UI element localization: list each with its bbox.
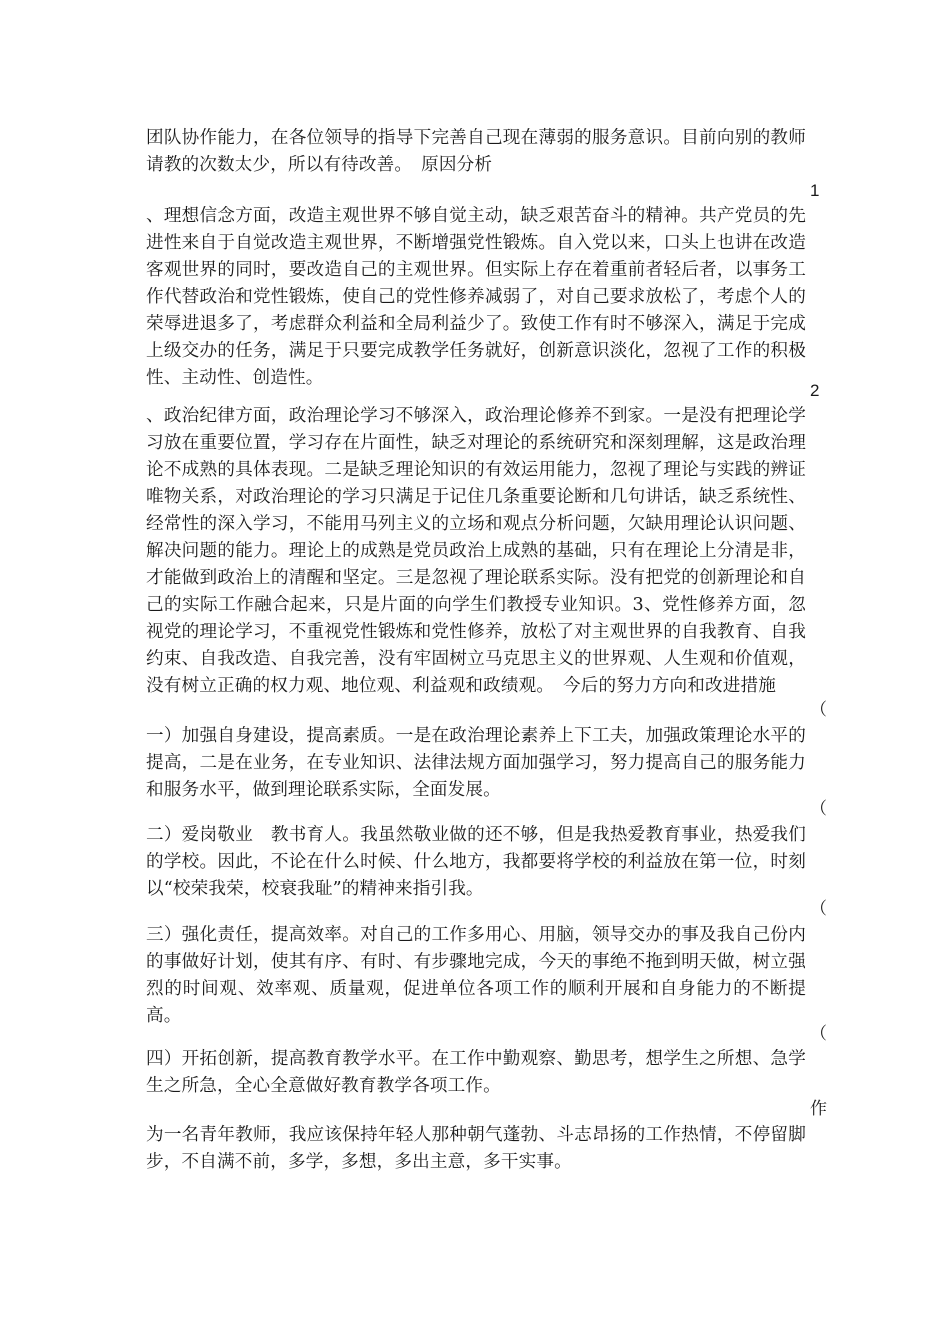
paragraph-measure-2: 二）爱岗敬业 教书育人。我虽然敬业做的还不够，但是我热爱教育事业，热爱我们的学校。因此，不论在什么时候、什么地方，我都要将学校的利益放在第一位，时刻以“校荣我荣，校衰我耻”的精神来指引我。 <box>146 825 806 899</box>
paragraph-measure-1: 一）加强自身建设，提高素质。一是在政治理论素养上下工夫，加强政策理论水平的提高，二是在业务，在专业知识、法律法规方面加强学习，努力提高自己的服务能力和服务水平，做到理论联系实际，全面发展。 <box>146 726 806 800</box>
paragraph-ideals-beliefs: 、理想信念方面，改造主观世界不够自觉主动，缺乏艰苦奋斗的精神。共产党员的先进性来自于自觉改造主观世界，不断增强党性锻炼。自入党以来，口头上也讲在改造客观世界的同时，要改造自己的主观世界。但实际上存在着重前者轻后者，以事务工作代替政治和党性锻炼，使自己的党性修养减弱了，对自己要求放松了，考虑个人的荣辱进退多了，考虑群众利益和全局利益少了。致使工作有时不够深入，满足于完成上级交办的任务，满足于只要完成教学任务就好，创新意识淡化，忽视了工作的积极性、主动性、创造性。 <box>146 206 806 388</box>
paragraph-closing: 为一名青年教师，我应该保持年轻人那种朝气蓬勃、斗志昂扬的工作热情，不停留脚步，不自满不前，多学，多想，多出主意，多干实事。 <box>146 1125 806 1172</box>
paragraph-intro: 团队协作能力，在各位领导的指导下完善自己现在薄弱的服务意识。目前向别的教师请教的次数太少，所以有待改善。 原因分析 <box>146 128 806 175</box>
paren-marker-1: （ <box>810 700 827 720</box>
paragraph-measure-3: 三）强化责任，提高效率。对自己的工作多用心、用脑，领导交办的事及我自己份内的事做好计划，使其有序、有时、有步骤地完成，今天的事绝不拖到明天做，树立强烈的时间观、效率观、质量观，促进单位各项工作的顺利开展和自身能力的不断提高。 <box>146 925 806 1026</box>
continuation-char: 作 <box>810 1099 827 1119</box>
paren-marker-2: （ <box>810 799 827 819</box>
section-number-2: 2 <box>810 381 820 400</box>
paren-marker-4: （ <box>810 1024 827 1044</box>
paren-marker-3: （ <box>810 899 827 919</box>
paragraph-political-discipline: 、政治纪律方面，政治理论学习不够深入，政治理论修养不到家。一是没有把理论学习放在重要位置，学习存在片面性，缺乏对理论的系统研究和深刻理解，这是政治理论不成熟的具体表现。二是缺乏理论知识的有效运用能力，忽视了理论与实践的辨证唯物关系，对政治理论的学习只满足于记住几条重要论断和几句讲话，缺乏系统性、经常性的深入学习，不能用马列主义的立场和观点分析问题，欠缺用理论认识问题、解决问题的能力。理论上的成熟是党员政治上成熟的基础，只有在理论上分清是非，才能做到政治上的清醒和坚定。三是忽视了理论联系实际。没有把党的创新理论和自己的实际工作融合起来，只是片面的向学生们教授专业知识。3、党性修养方面，忽视党的理论学习，不重视党性锻炼和党性修养，放松了对主观世界的自我教育、自我约束、自我改造、自我完善，没有牢固树立马克思主义的世界观、人生观和价值观，没有树立正确的权力观、地位观、利益观和政绩观。 今后的努力方向和改进措施 <box>146 406 806 696</box>
section-number-1: 1 <box>810 181 820 200</box>
paragraph-measure-4: 四）开拓创新，提高教育教学水平。在工作中勤观察、勤思考，想学生之所想、急学生之所急，全心全意做好教育教学各项工作。 <box>146 1049 806 1096</box>
